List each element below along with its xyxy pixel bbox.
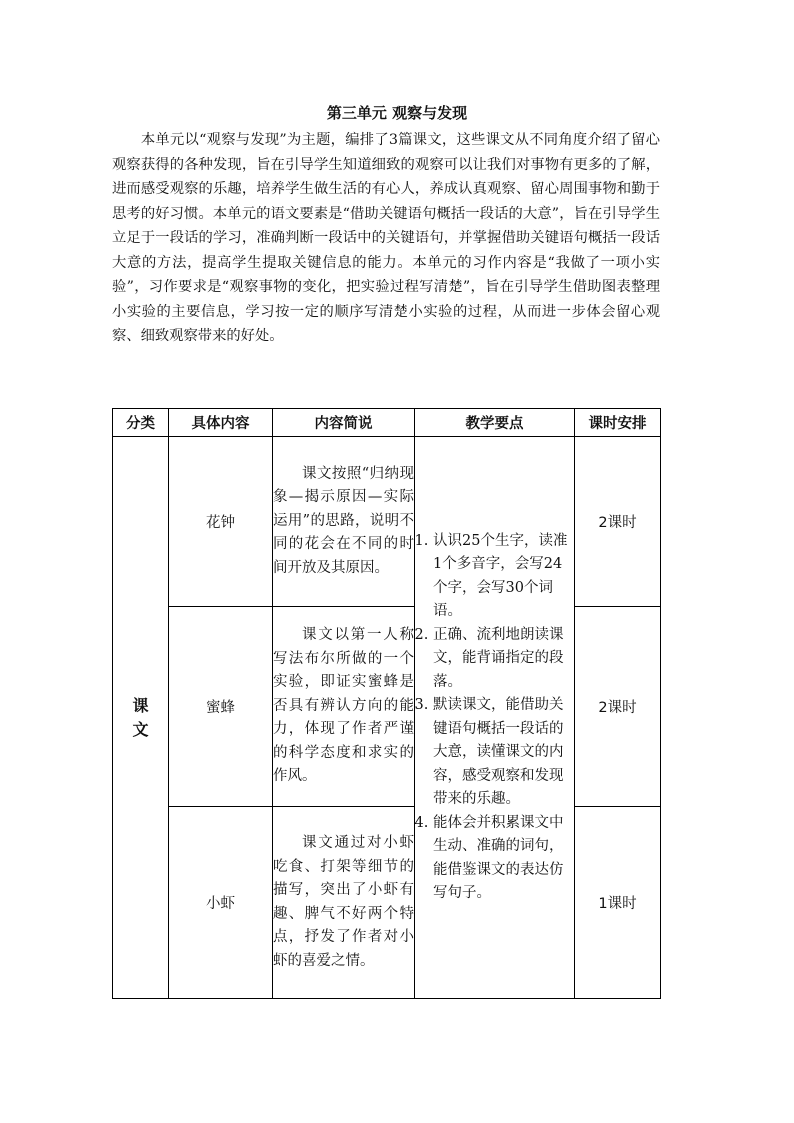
table-row bbox=[113, 437, 661, 607]
unit-intro bbox=[112, 128, 660, 349]
header-summary: 内容简说 bbox=[273, 409, 415, 437]
lesson-summary-text: 课文按照“归纳现象—揭示原因—实际运用”的思路，说明不同的花会在不同的时间开放及其原因。 bbox=[273, 465, 414, 576]
page-title: 第三单元 观察与发现 bbox=[326, 104, 468, 122]
teaching-point: 2. 正确、流利地朗读课文，能背诵指定的段落。 bbox=[433, 624, 574, 695]
lesson-summary bbox=[273, 807, 415, 999]
lesson-name: 小虾 bbox=[169, 807, 273, 999]
category-label: 课文 bbox=[132, 695, 149, 739]
lesson-summary-text: 课文通过对小虾吃食、打架等细节的描写，突出了小虾有趣、脾气不好两个特点，抒发了作者对小虾的喜爱之情。 bbox=[273, 835, 414, 969]
teaching-point: 4. 能体会并积累课文中生动、准确的词句，能借鉴课文的表达仿写句子。 bbox=[433, 812, 574, 906]
lesson-summary bbox=[273, 437, 415, 607]
category-cell bbox=[113, 437, 169, 999]
teaching-point: 3. 默读课文，能借助关键语句概括一段话的大意，读懂课文的内容，感受观察和发现带来的乐趣。 bbox=[433, 694, 574, 812]
header-category: 分类 bbox=[113, 409, 169, 437]
unit-intro-text: 本单元以“观察与发现”为主题，编排了3篇课文，这些课文从不同角度介绍了留心观察获得的各种发现，旨在引导学生知道细致的观察可以让我们对事物有更多的了解，进而感受观察的乐趣，培养学生做生活的有心人，养成认真观察、留心周围事物和勤于思考的好习惯。本单元的语文要素是“借助关键语句概括一段话的大意”，旨在引导学生立足于一段话的学习，准确判断一段话中的关键语句，并掌握借助关键语句概括一段话大意的方法，提高学生提取关键信息的能力。本单元的习作内容是“我做了一项小实验”，习作要求是“观察事物的变化，把实验过程写清楚”，旨在引导学生借助图表整理小实验的主要信息，学习按一定的顺序写清楚小实验的过程，从而进一步体会留心观察、细致观察带来的好处。 bbox=[112, 132, 660, 344]
lesson-hours: 2课时 bbox=[575, 607, 661, 807]
table-header-row bbox=[113, 409, 661, 437]
lesson-hours: 2课时 bbox=[575, 437, 661, 607]
teaching-point: 1. 认识25个生字，读准1个多音字，会写24个字，会写30个词语。 bbox=[433, 530, 574, 624]
unit-plan-table bbox=[112, 408, 661, 999]
lesson-name: 花钟 bbox=[169, 437, 273, 607]
table-row bbox=[113, 607, 661, 807]
lesson-summary-text: 课文以第一人称写法布尔所做的一个实验，即证实蜜蜂是否具有辨认方向的能力，体现了作者严谨的科学态度和求实的作风。 bbox=[273, 627, 414, 785]
header-lesson-hours: 课时安排 bbox=[575, 409, 661, 437]
lesson-summary bbox=[273, 607, 415, 807]
lesson-name: 蜜蜂 bbox=[169, 607, 273, 807]
header-content: 具体内容 bbox=[169, 409, 273, 437]
lesson-hours: 1课时 bbox=[575, 807, 661, 999]
table-row bbox=[113, 807, 661, 999]
header-teaching-points: 教学要点 bbox=[415, 409, 575, 437]
teaching-points-cell bbox=[415, 437, 575, 999]
